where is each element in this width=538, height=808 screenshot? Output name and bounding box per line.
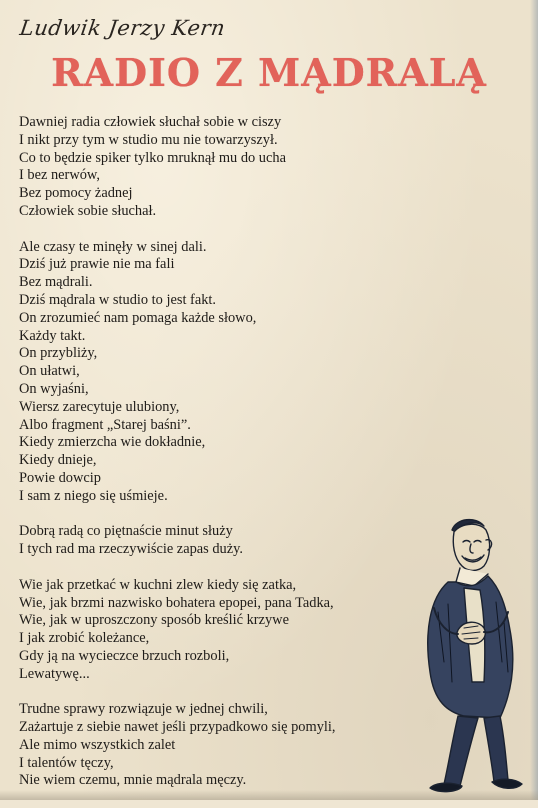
poem-line: Trudne sprawy rozwiązuje w jednej chwili,	[19, 701, 268, 718]
stanza-5	[19, 701, 429, 790]
stanza-3	[19, 523, 429, 559]
poem-line: I talentów tęczy,	[19, 754, 114, 771]
poem-body	[19, 114, 429, 808]
poem-line: Albo fragment „Starej baśni”.	[19, 416, 191, 433]
poem-line: Kiedy zmierzcha wie dokładnie,	[19, 434, 206, 451]
poem-line: Dobrą radą co piętnaście minut służy	[19, 523, 233, 540]
poem-line: Powie dowcip	[19, 469, 101, 486]
poem-title: RADIO Z MĄDRALĄ	[51, 50, 487, 95]
poem-line: I bez nerwów,	[19, 167, 100, 184]
stanza-4	[19, 577, 429, 684]
caricature-man-illustration	[408, 512, 538, 797]
poem-line: Kiedy dnieje,	[19, 452, 97, 469]
poem-line: Zażartuje z siebie nawet jeśli przypadkowo się pomyli,	[19, 719, 336, 736]
poem-line: On ułatwi,	[19, 363, 80, 380]
stanza-2	[19, 239, 429, 506]
poem-line: Ale mimo wszystkich zalet	[19, 736, 176, 753]
poem-line: I nikt przy tym w studio mu nie towarzyszył.	[19, 131, 278, 148]
poem-line: Dziś już prawie nie ma fali	[19, 256, 175, 273]
poem-line: Co to będzie spiker tylko mruknął mu do ucha	[19, 149, 286, 166]
poem-line: I jak zrobić koleżance,	[19, 630, 150, 647]
poem-line: I tych rad ma rzeczywiście zapas duży.	[19, 541, 244, 558]
poem-line: I sam z niego się uśmieje.	[19, 487, 168, 504]
poem-line: Bez pomocy żadnej	[19, 185, 133, 202]
poem-line: Lewatywę...	[19, 665, 90, 682]
author-name: Ludwik Jerzy Kern	[18, 16, 227, 40]
poem-line: Wiersz zarecytuje ulubiony,	[19, 398, 180, 415]
poem-line: Bez mądrali.	[19, 274, 93, 291]
poem-line: Wie, jak w uproszczony sposób kreślić krzywe	[19, 612, 289, 629]
poem-line: Każdy takt.	[19, 327, 86, 344]
poem-line: On wyjaśni,	[19, 380, 89, 397]
stanza-1	[19, 114, 429, 221]
poem-line: On zrozumieć nam pomaga każde słowo,	[19, 309, 257, 326]
poem-line: Nie wiem czemu, mnie mądrala męczy.	[19, 772, 247, 789]
poem-line: Dziś mądrala w studio to jest fakt.	[19, 291, 217, 308]
poem-line: Dawniej radia człowiek słuchał sobie w ciszy	[19, 114, 282, 130]
poem-line: On przybliży,	[19, 345, 98, 362]
poem-line: Gdy ją na wycieczce brzuch rozboli,	[19, 647, 230, 664]
poem-line: Ale czasy te minęły w sinej dali.	[19, 238, 207, 255]
poem-line: Człowiek sobie słuchał.	[19, 202, 157, 219]
poem-line: Wie, jak brzmi nazwisko bohatera epopei, pana Tadka,	[19, 594, 334, 611]
poem-line: Wie jak przetkać w kuchni zlew kiedy się zatka,	[19, 576, 297, 593]
